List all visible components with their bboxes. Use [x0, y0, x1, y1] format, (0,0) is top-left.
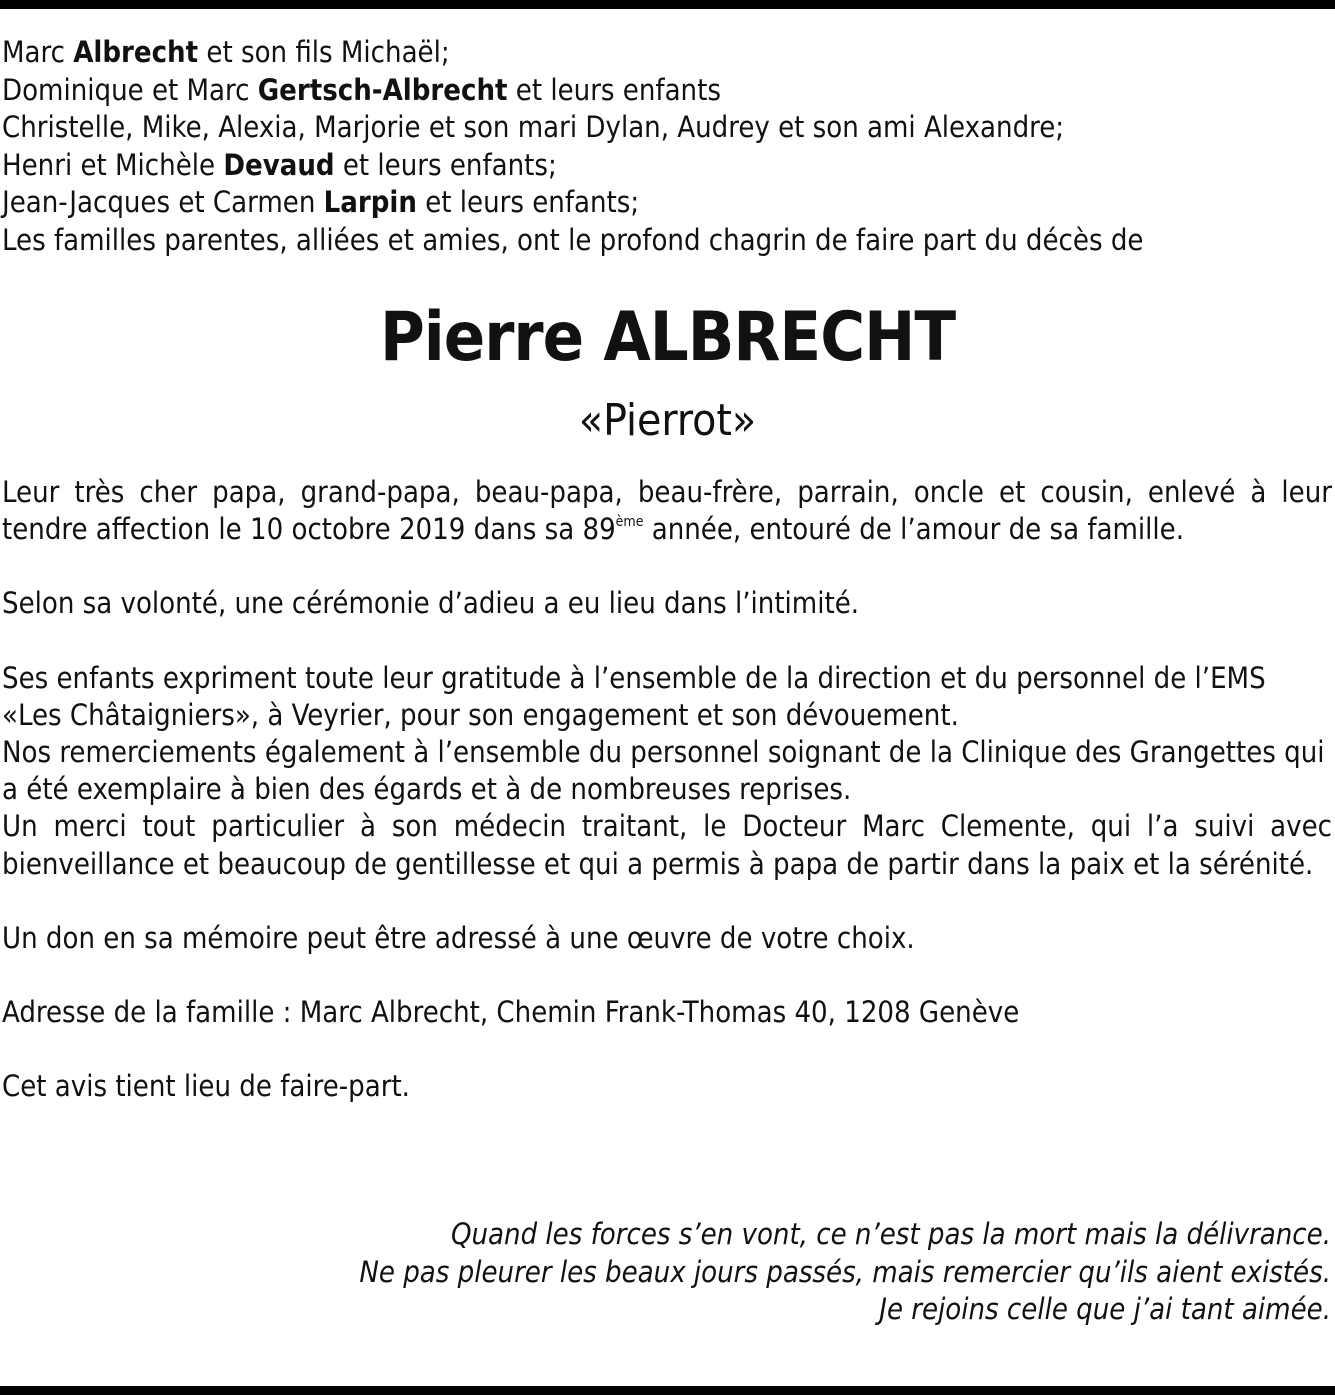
notice-statement-paragraph: Cet avis tient lieu de faire-part. [2, 1069, 410, 1104]
ordinal-suffix: ème [615, 514, 644, 531]
family-line-text: et leurs enfants [507, 72, 721, 107]
family-line [2, 222, 1332, 260]
deceased-name: Pierre ALBRECHT [379, 298, 956, 377]
family-line-text: Jean-Jacques et Carmen [2, 185, 324, 219]
family-address-paragraph: Adresse de la famille : Marc Albrecht, Chemin Frank-Thomas 40, 1208 Genève [2, 995, 1020, 1030]
ceremony-paragraph: Selon sa volonté, une cérémonie d’adieu a eu lieu dans l’intimité. [2, 586, 860, 621]
family-list [2, 34, 1332, 259]
tribute-text: année, entouré de l’amour de sa famille. [643, 512, 1185, 547]
tribute-text: Leur très cher papa, grand-papa, beau-papa, beau-frère, parrain, oncle et cousin, enlevé à leur tendre affection le 10 octobre 2019 dans sa 89 [2, 475, 1332, 547]
quote-line: Ne pas pleurer les beaux jours passés, mais remercier qu’ils aient existés. [359, 1254, 1331, 1289]
closing-quote [1, 1216, 1331, 1329]
family-surname: Gertsch-Albrecht [257, 72, 508, 107]
family-line [2, 184, 1332, 222]
family-surname: Devaud [223, 147, 335, 182]
gratitude-doctor-text: Un merci tout particulier à son médecin traitant, le Docteur Marc Clemente, qui l’a suivi avec bienveillance et beaucoup de gentillesse et qui a permis à papa de partir dans la paix et la sérénité. [2, 809, 1332, 881]
deceased-nickname: «Pierrot» [578, 395, 757, 446]
family-line-text: Marc [2, 35, 74, 69]
donation-paragraph: Un don en sa mémoire peut être adressé à une œuvre de votre choix. [2, 920, 915, 955]
gratitude-clinic-text: Nos remerciements également à l’ensemble du personnel soignant de la Clinique des Grangettes qui a été exemplaire à bien des égards et à de nombreuses reprises. [2, 735, 1325, 807]
tribute-paragraph [2, 474, 1332, 548]
quote-line: Quand les forces s’en vont, ce n’est pas la mort mais la délivrance. [450, 1217, 1331, 1251]
family-line-text: Henri et Michèle [2, 147, 224, 182]
family-line [2, 34, 1332, 72]
notice-body [2, 474, 1332, 1142]
family-line [2, 72, 1332, 110]
family-line [2, 147, 1332, 185]
family-surname: Albrecht [73, 35, 199, 69]
gratitude-paragraph [2, 660, 1332, 883]
family-surname: Larpin [323, 185, 417, 219]
bottom-border-rule [0, 1386, 1335, 1395]
family-line-text: et leurs enfants; [334, 147, 557, 182]
family-line [2, 109, 1332, 147]
gratitude-ems-text: Ses enfants expriment toute leur gratitude à l’ensemble de la direction et du personnel de l’EMS «Les Châtaigniers», à Veyrier, pour son engagement et son dévouement. [2, 660, 1266, 732]
family-line-text: Dominique et Marc [2, 72, 258, 107]
quote-line: Je rejoins celle que j’ai tant aimée. [879, 1292, 1331, 1326]
family-line-text: Les familles parentes, alliées et amies, ont le profond chagrin de faire part du décès de [2, 222, 1144, 257]
family-line-text: et son fils Michaël; [198, 35, 450, 69]
family-line-text: Christelle, Mike, Alexia, Marjorie et son mari Dylan, Audrey et son ami Alexandre; [2, 110, 1065, 144]
top-border-rule [0, 0, 1335, 9]
family-line-text: et leurs enfants; [416, 185, 640, 219]
